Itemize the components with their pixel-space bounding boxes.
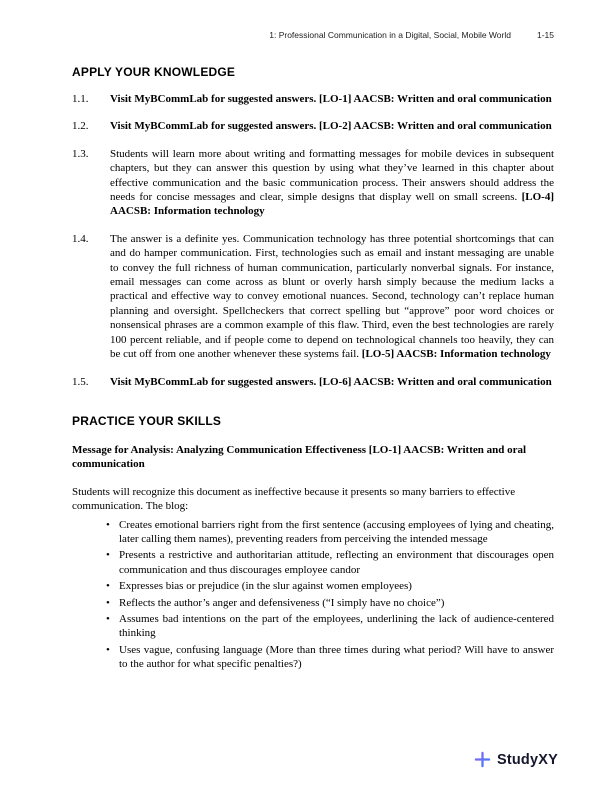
item-number: 1.5. bbox=[72, 375, 89, 388]
item-number: 1.1. bbox=[72, 93, 89, 105]
bullet-text: Expresses bias or prejudice (in the slur against women employees) bbox=[119, 580, 412, 593]
brand-logo-text: StudyXY bbox=[496, 751, 558, 768]
item-number: 1.2. bbox=[72, 120, 89, 133]
item-lead-bold: Visit MyBCommLab for suggested answers. [LO-1] AACSB: Written and oral communication bbox=[110, 93, 552, 105]
item-lead-bold: Visit MyBCommLab for suggested answers. [LO-2] AACSB: Written and oral communication bbox=[110, 120, 552, 133]
bullet-item bbox=[106, 612, 554, 641]
analysis-title: Message for Analysis: Analyzing Communication Effectiveness [LO-1] AACSB: Written and oral communication bbox=[72, 443, 527, 471]
barriers-bullet-list bbox=[106, 518, 554, 672]
item-body: Students will learn more about writing and formatting messages for mobile devices in subsequent chapters, but they can answer this question by using what they’ve learned in this chapter about effective communication and the basic communication process. Their answers should address the needs for concise messages and clear, simple designs that display well on small screens. bbox=[110, 147, 554, 204]
item-text bbox=[110, 232, 554, 362]
page-number: 1-15 bbox=[536, 30, 554, 40]
brand-footer bbox=[474, 751, 558, 768]
numbered-item-1-1 bbox=[72, 92, 554, 106]
bullet-text: Reflects the author’s anger and defensiveness (“I simply have no choice”) bbox=[119, 596, 445, 609]
item-text bbox=[110, 92, 554, 106]
page-header bbox=[72, 30, 554, 40]
bullet-item bbox=[106, 596, 554, 610]
bullet-text: Assumes bad intentions on the part of the employees, underlining the lack of audience-centered thinking bbox=[119, 612, 554, 640]
item-tail-bold: [LO-5] AACSB: Information technology bbox=[361, 348, 551, 361]
header-title: 1: Professional Communication in a Digital, Social, Mobile World bbox=[269, 30, 511, 40]
section-heading-practice: PRACTICE YOUR SKILLS bbox=[72, 413, 222, 428]
numbered-item-1-4 bbox=[72, 232, 554, 362]
bullet-text: Presents a restrictive and authoritarian attitude, reflecting an environment that discourages open communication and thus discourages employee candor bbox=[119, 549, 554, 576]
bullet-item bbox=[106, 548, 554, 577]
section-heading-apply: APPLY YOUR KNOWLEDGE bbox=[72, 65, 236, 79]
numbered-item-1-5 bbox=[72, 375, 554, 389]
plus-icon bbox=[474, 751, 491, 768]
item-number: 1.3. bbox=[72, 147, 89, 160]
bullet-text: Creates emotional barriers right from the first sentence (accusing employees of lying and cheating, later calling them names), preventing readers from perceiving the intended message bbox=[119, 518, 554, 545]
bullet-item bbox=[106, 643, 554, 672]
item-body: The answer is a definite yes. Communication technology has three potential shortcomings that can and do hamper communication. First, technologies such as email and instant messaging are unable to convey the full richness of human communication, particularly nonverbal signals. For instance, email messages can come across as blunt or overly harsh simply because the medium lacks a practical and effective way to convey emotional nuances. Second, technology can’t replace human planning and oversight. Spellcheckers that correct spelling but “approve” poor word choices or nonsensical phrases are a common example of this flaw. Third, even the best technologies are rarely 100 percent reliable, and if people come to depend on technological channels too heavily, they can be cut off from one another whenever these systems fail. bbox=[110, 232, 554, 361]
item-tail-bold: [LO-4] AACSB: Information technology bbox=[110, 191, 554, 218]
bullet-item bbox=[106, 579, 554, 593]
item-number: 1.4. bbox=[72, 232, 89, 245]
bullet-text: Uses vague, confusing language (More than three times during what period? Will have to answer to the author for what specific penalties?) bbox=[119, 643, 554, 671]
item-text bbox=[110, 375, 554, 389]
bullet-item bbox=[106, 518, 554, 547]
intro-paragraph: Students will recognize this document as ineffective because it presents so many barriers to effective communication. The blog: bbox=[72, 485, 516, 513]
numbered-item-1-2 bbox=[72, 119, 554, 133]
item-text bbox=[110, 119, 554, 133]
item-text bbox=[110, 147, 554, 219]
item-lead-bold: Visit MyBCommLab for suggested answers. [LO-6] AACSB: Written and oral communication bbox=[110, 375, 552, 388]
numbered-item-1-3 bbox=[72, 147, 554, 219]
